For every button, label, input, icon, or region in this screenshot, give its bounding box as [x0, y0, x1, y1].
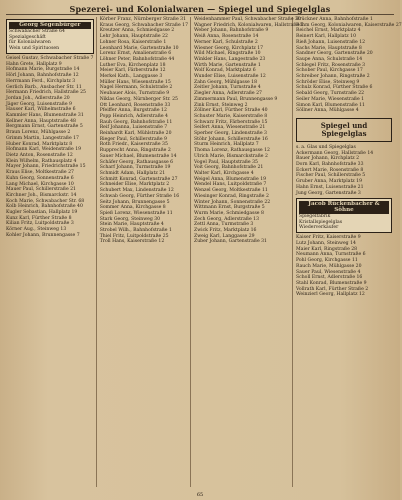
advertisement-box-bottom: [296, 198, 392, 233]
directory-entry: Rauh Georg, Bahnhofstraße 11: [99, 119, 173, 125]
directory-entry: Kohler Johann, Brunnengasse 7: [6, 232, 80, 238]
directory-entry: Wirth Marie, Gartenstraße 1: [194, 62, 261, 68]
directory-entry: Schubert Max, Lindenstraße 12: [99, 188, 174, 194]
directory-entry: Merkel Kath., Langgasse 3: [99, 74, 163, 80]
directory-entry: Braun Lorenz, Mühlgasse 2: [6, 130, 71, 136]
directory-entry: Wendel Hans, Luitpoldstraße 7: [194, 182, 267, 188]
directory-entry: Winter Johann, Sonnenstraße 22: [194, 199, 271, 205]
directory-entry: Jäger Georg, Luisenstraße 9: [6, 101, 72, 107]
directory-entry: Pohl Georg, Kirchgasse 11: [296, 258, 358, 264]
directory-entry: Wittmann Ernst, Burgstraße 5: [194, 205, 265, 211]
directory-entry: Schröder Elise, Steinweg 9: [296, 79, 360, 85]
directory-entry: Zeitler Johann, Turnstraße 4: [194, 85, 261, 91]
directory-entry: Leonhard Marie, Gartenstraße 10: [99, 45, 179, 51]
directory-entry: Koch Marie, Schwabacher Str. 68: [6, 198, 85, 204]
directory-entry: Brückner Anna, Bahnhofstraße 1: [296, 17, 373, 22]
directory-entry: Rauch Marie, Mühlgasse 20: [296, 263, 362, 269]
directory-entry: Reinert Karl, Hallplatz 10: [296, 34, 356, 40]
directory-entry: Schwab Georg, Fürther Straße 16: [99, 193, 180, 199]
directory-entry: Rieger Paul, Schillerstraße 9: [99, 136, 167, 142]
directory-entry: Fischer Paul, Schillerstraße 5: [296, 173, 366, 179]
directory-entry: Sperber Georg, Lindenstraße 3: [194, 131, 267, 137]
directory-entry: Wiesinger Konrad, Ringstraße 2: [194, 193, 269, 199]
directory-entry: Schäfer Georg, Rathausgasse 6: [99, 159, 174, 165]
advertisement-box-top: [6, 19, 94, 54]
directory-entry: Wiesner Georg, Kirchplatz 17: [194, 45, 264, 51]
directory-entry: Grimm Martin, Langestraße 17: [6, 135, 79, 141]
column-2: [100, 17, 191, 487]
directory-entry: Zweig Karl, Langgasse 29: [194, 233, 255, 239]
directory-entry: Walter Karl, Kirchgasse 4: [194, 170, 254, 176]
directory-entry: Sturm Heinrich, Hallplatz 7: [194, 142, 259, 148]
directory-entry: Herrmann Ferd., Kirchplatz 3: [6, 78, 76, 84]
directory-entry: Mayer Johann, Friedrichstraße 15: [6, 164, 86, 170]
directory-entry: Löhner Peter, Bahnhofstraße 44: [99, 56, 175, 62]
directory-entry: Kolb Heinrich, Bahnhofstraße 40: [6, 204, 83, 210]
directory-entry: Popp Heinrich, Adlerstraße 4: [99, 113, 168, 119]
directory-entry: Nagel Hermann, Schulstraße 2: [99, 85, 173, 91]
directory-entry: Kraus Elise, Moltkestraße 27: [6, 170, 74, 176]
directory-entry: Sebald Georg, Turnstraße 22: [296, 91, 365, 97]
column-1: [6, 17, 97, 487]
directory-entry: Gruber Anna, Marktplatz 19: [296, 179, 363, 185]
directory-entry: Ackermann Georg, Hallstraße 14: [296, 150, 374, 156]
directory-entry: Rupprecht Anna, Ringstraße 2: [99, 148, 171, 154]
directory-entry: Müller Hans, Wiesenstraße 15: [99, 79, 171, 85]
directory-entry: Winkler Hans, Langestraße 23: [194, 56, 266, 62]
entry-list-col4-top: [296, 17, 402, 114]
directory-entry: Weiß Anna, Rosenstraße 14: [194, 34, 259, 40]
entry-list-col4-bottom: [296, 235, 392, 298]
directory-entry: Simon Karl, Blumenstraße 11: [296, 102, 365, 108]
advertisement-line: Kristallspiegelglas: [299, 219, 343, 225]
directory-entry: Schmidt Adam, Hallplatz 21: [99, 170, 166, 176]
directory-entry: Weinzierl Georg, Hallplatz 12: [296, 292, 365, 298]
page-header: Spezerei- und Kolonialwaren — Spiegel und Spiegelglas: [6, 4, 394, 15]
advertisement-line: Wiederverkäufer: [299, 224, 339, 230]
directory-entry: Gerlich Barb., Ansbacher Str. 11: [6, 84, 82, 90]
directory-entry: Böhm Georg, Kolonialwaren, Kaiserstraße 27: [296, 22, 402, 28]
directory-entry: Kirchner Joh., Bismarckstr. 14: [6, 192, 77, 198]
directory-entry: Kellner Anna, Hauptstraße 48: [6, 118, 76, 124]
directory-entry: Schulz Konrad, Fürther Straße 6: [296, 85, 373, 91]
directory-entry: Hermann Friedrich, Hallstraße 25: [6, 90, 86, 96]
directory-entry: Hahn Grete, Hallplatz 9: [6, 61, 62, 67]
directory-entry: Zimmermann Paul, Brunnengasse 9: [194, 96, 278, 102]
directory-entry: Geisel Gustav, Schwabacher Straße 7: [6, 56, 94, 62]
directory-entry: Hörl Johann, Bahnhofstraße 12: [6, 73, 79, 79]
directory-entry: Vollrath Karl, Fürther Straße 2: [296, 286, 369, 292]
directory-entry: Niklas Georg, Nürnberger Str. 25: [99, 96, 178, 102]
directory-entry: Strobel Wilh., Bahnhofstraße 1: [99, 228, 172, 234]
directory-entry: Zink Ernst, Steinweg 2: [194, 102, 248, 108]
directory-entry: Lehr Johann, Hauptstraße 22: [99, 34, 168, 40]
directory-entry: Weber Johann, Bahnhofstraße 9: [194, 28, 269, 34]
directory-entry: Ulrich Marie, Bismarckstraße 2: [194, 153, 268, 159]
directory-entry: Bauer Johann, Kirchplatz 2: [296, 156, 360, 162]
columns-container: [6, 17, 402, 487]
directory-entry: Sommer Anna, Kirchgasse 8: [99, 205, 166, 211]
advertisement-title: Georg Segenbürger: [9, 22, 91, 29]
directory-entry: Kreutzer Anna, Schmiedgasse 2: [99, 28, 175, 34]
entry-list-col3: [194, 17, 304, 245]
page-number: 65: [196, 492, 204, 498]
directory-entry: Körner Aug., Steinweg 13: [6, 227, 67, 233]
directory-entry: Dietz Anton, Rosenstraße 12: [6, 152, 73, 158]
directory-entry: Ziegler Anna, Adlerstraße 27: [194, 91, 262, 97]
directory-entry: Sachs Marie, Hauptstraße 8: [296, 45, 362, 51]
directory-entry: Hahn Ernst, Luisenstraße 21: [296, 184, 364, 190]
directory-entry: Vogel Paul, Hauptstraße 35: [194, 159, 258, 165]
directory-entry: Weigel Anna, Blumenstraße 19: [194, 176, 267, 182]
directory-entry: Spieß Lorenz, Wiesenstraße 11: [99, 210, 173, 216]
directory-entry: Neubauer Alois, Turnstraße 9: [99, 91, 170, 97]
directory-entry: Lorenz Ernst, Amalienstraße 6: [99, 51, 172, 57]
directory-entry: Pfeiffer Anna, Burgstraße 12: [99, 108, 167, 114]
directory-entry: Körber Franz, Nürnberger Straße 31: [99, 17, 187, 22]
directory-entry: Meier Karl, Färberstraße 12: [99, 68, 166, 74]
directory-entry: Wurm Marie, Schmiedgasse 8: [194, 210, 264, 216]
directory-entry: Schuster Marie, Kaiserstraße 8: [194, 113, 268, 119]
directory-entry: Zuber Johann, Gartenstraße 31: [194, 239, 267, 245]
directory-entry: Hofmann Karl, Weidenstraße 19: [6, 147, 82, 153]
directory-entry: Jordan Joh., Adlerstraße 20: [6, 95, 70, 101]
directory-entry: Seitz Johann, Brunnengasse 5: [99, 199, 170, 205]
directory-entry: Kraus Georg, Schwabacher Straße 17: [99, 22, 188, 28]
directory-entry: Dorn Karl, Bahnhofstraße 33: [296, 162, 364, 168]
directory-entry: Ott Leonhard, Rosenstraße 33: [99, 102, 171, 108]
directory-entry: Sauer Paul, Wiesenstraße 4: [296, 269, 361, 275]
directory-entry: Huber Konrad, Marktplatz 8: [6, 141, 73, 147]
directory-entry: Stahl Konrad, Blumenstraße 9: [296, 280, 367, 286]
directory-entry: Stöhr Johann, Schillerstraße 16: [194, 136, 268, 142]
column-4: [296, 17, 402, 487]
entry-list-col4-mid: [296, 151, 392, 197]
directory-entry: Luther Eva, Kirchenplatz 18: [99, 62, 166, 68]
directory-entry: Sandner Georg, Gartenstraße 20: [296, 51, 373, 57]
directory-entry: Zettl Anna, Turmstraße 3: [194, 222, 254, 228]
directory-entry: Seifert Anna, Wiesenstraße 21: [194, 125, 266, 131]
directory-entry: Schwarz Fritz, Färberstraße 15: [194, 119, 268, 125]
advertisement-line: Spiegelfabrik: [299, 214, 331, 220]
directory-entry: Kunz Karl, Fürther Straße 8: [6, 215, 72, 221]
directory-entry: Eckert Marie, Rosenstraße 8: [296, 167, 364, 173]
directory-entry: Wild Michael, Ringstraße 10: [194, 51, 261, 57]
directory-entry: Lohner Rosa, Kaiserstraße 1: [99, 39, 167, 45]
column-3: [194, 17, 304, 487]
directory-entry: Kuhn Georg, Sonnenstraße 6: [6, 175, 74, 181]
directory-entry: Weidenhammer Paul, Schwabacher Straße 30: [194, 17, 301, 22]
directory-entry: Zöllner Karl, Fürther Straße 40: [194, 108, 268, 114]
entry-list-col1: [6, 56, 94, 239]
directory-entry: Zahn Georg, Mühlgasse 18: [194, 79, 258, 85]
directory-entry: Schober Paul, Kirchgasse 17: [296, 68, 363, 74]
directory-entry: Stark Georg, Steinweg 30: [99, 216, 161, 222]
directory-entry: Rieß Johann, Luisenstraße 12: [296, 39, 366, 45]
directory-entry: Wunder Elise, Luisenstraße 12: [194, 74, 266, 80]
directory-entry: Hofmann Marie, Burgstraße 14: [6, 67, 80, 73]
directory-entry: Werner Karl, Schulstraße 2: [194, 39, 258, 45]
directory-entry: Schneider Elise, Marktplatz 2: [99, 182, 170, 188]
directory-entry: Scharf Johann, Turmstraße 19: [99, 165, 171, 171]
directory-entry: Neumann Anna, Turnstraße 6: [296, 252, 366, 258]
directory-entry: Saupe Anna, Schulstraße 14: [296, 56, 363, 62]
directory-entry: Voit Georg, Bahnhofstraße 21: [194, 165, 264, 171]
directory-entry: Kammler Hans, Blumenstraße 31: [6, 113, 84, 119]
directory-entry: Seiler Marie, Wiesenstraße 1: [296, 96, 365, 102]
advertisement-line: Spezialgeschäft: [9, 34, 46, 40]
directory-entry: Reinhardt Karl, Mühlstraße 20: [99, 131, 172, 137]
directory-entry: Troll Hans, Kaiserstraße 12: [99, 239, 165, 245]
directory-entry: Kugler Sebastian, Hallplatz 19: [6, 210, 78, 216]
directory-entry: Wenzel Georg, Moltkestraße 11: [194, 188, 268, 194]
directory-entry: Hauser Karl, Wilhelmstraße 6: [6, 107, 76, 113]
directory-entry: Zech Georg, Adlerstraße 13: [194, 216, 259, 222]
directory-entry: Scholl Ernst, Adlerstraße 16: [296, 275, 363, 281]
directory-entry: Schlegel Fritz, Rosenstraße 3: [296, 62, 366, 68]
directory-entry: Wagner Friedrich, Kolonialwaren, Hallstraße 5: [194, 22, 304, 28]
directory-entry: Schreiber Johann, Ringstraße 2: [296, 74, 370, 80]
directory-entry: Thiel Fritz, Luitpoldstraße 25: [99, 233, 169, 239]
directory-entry: Lang Michael, Kirchgasse 10: [6, 181, 74, 187]
directory-entry: Bergmann Ernst, Gartenstraße 5: [6, 124, 83, 130]
directory-entry: Klein Wilhelm, Rathausplatz 4: [6, 158, 77, 164]
directory-entry: Sauer Michael, Blumenstraße 14: [99, 153, 177, 159]
directory-entry: Jung Georg, Gartenstraße 3: [296, 190, 361, 196]
section-heading: Spiegel und Spiegelglas: [320, 120, 368, 138]
entry-list-col2: [100, 17, 188, 245]
directory-entry: Thoma Lorenz, Rathausgasse 12: [194, 148, 270, 154]
directory-entry: Roth Friedr., Kaiserstraße 35: [99, 142, 168, 148]
directory-entry: Schmitt Konrad, Gartenstraße 27: [99, 176, 178, 182]
advertisement-line: Schwabacher Straße 64: [9, 29, 65, 35]
directory-entry: Lutz Johann, Steinweg 14: [296, 241, 356, 247]
directory-entry: Kaiser Fritz, Kaiserstraße 9: [296, 235, 361, 241]
directory-entry: Mauer Paul, Schillerstraße 21: [6, 187, 76, 193]
advertisement-line: Wein und Spirituosen: [9, 45, 60, 51]
directory-entry: Wolf Konrad, Marktplatz 6: [194, 68, 256, 74]
section-intro: s. a. Glas und Spiegelglas: [296, 144, 356, 150]
directory-entry: Maier Karl, Ringstraße 28: [296, 246, 358, 252]
directory-entry: Zwick Fritz, Marktplatz 16: [194, 228, 257, 234]
directory-entry: Reichel Ernst, Marktplatz 4: [296, 28, 361, 34]
directory-entry: Kilian Fritz, Luitpoldstraße 3: [6, 221, 74, 227]
advertisement-line: für Kolonialwaren: [9, 40, 51, 46]
section-heading-box: [296, 118, 392, 142]
directory-entry: Stein Marie, Hauptstraße 4: [99, 222, 164, 228]
directory-entry: Söllner Anna, Mühlgasse 4: [296, 108, 359, 114]
advertisement-title: Jacob Rückenbacher & Söhne: [299, 201, 389, 214]
directory-entry: Reif Johanna, Luisenstraße 7: [99, 125, 168, 131]
